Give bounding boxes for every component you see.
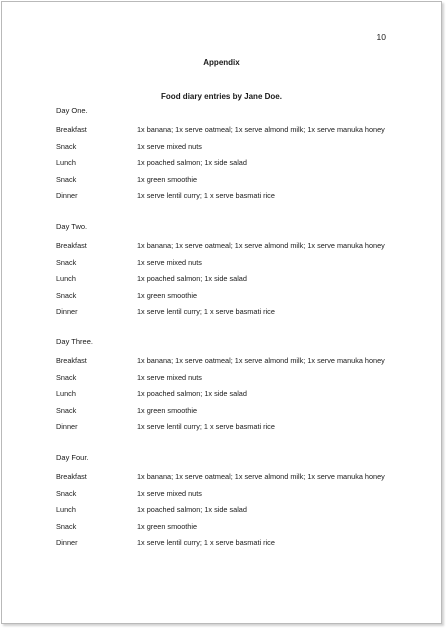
meal-type: Snack xyxy=(56,290,77,300)
food-items: 1x banana; 1x serve oatmeal; 1x serve almond milk; 1x serve manuka honey xyxy=(137,356,385,365)
diary-entry xyxy=(56,273,416,290)
meal-type: Snack xyxy=(56,372,77,382)
diary-entry xyxy=(56,240,416,257)
food-items: 1x poached salmon; 1x side salad xyxy=(137,274,247,284)
meal-type: Lunch xyxy=(56,389,76,399)
day-label: Day Three. xyxy=(56,337,93,346)
food-items: 1x serve lentil curry; 1 x serve basmati rice xyxy=(137,191,275,201)
meal-type: Lunch xyxy=(56,505,76,515)
food-items: 1x poached salmon; 1x side salad xyxy=(137,389,247,399)
diary-entry xyxy=(56,124,416,141)
food-items: 1x green smoothie xyxy=(137,521,198,531)
food-items: 1x serve mixed nuts xyxy=(137,372,202,382)
food-items: 1x green smoothie xyxy=(137,405,198,415)
meal-type: Dinner xyxy=(56,422,78,432)
meal-type: Snack xyxy=(56,257,77,267)
diary-entry xyxy=(56,421,416,438)
meal-type: Lunch xyxy=(56,274,76,284)
food-items: 1x green smoothie xyxy=(137,290,198,300)
day-block xyxy=(56,221,416,323)
day-block xyxy=(56,105,416,207)
meal-type: Snack xyxy=(56,405,77,415)
diary-entry xyxy=(56,372,416,389)
diary-entry xyxy=(56,537,416,554)
diary-entry xyxy=(56,504,416,521)
day-block xyxy=(56,336,416,438)
day-label: Day Four. xyxy=(56,453,89,462)
day-label: Day Two. xyxy=(56,222,88,231)
diary-entry xyxy=(56,488,416,505)
meal-type: Dinner xyxy=(56,538,78,548)
food-items: 1x serve mixed nuts xyxy=(137,488,202,498)
meal-type: Breakfast xyxy=(56,472,87,481)
meal-type: Lunch xyxy=(56,158,76,168)
meal-type: Snack xyxy=(56,141,77,151)
meal-type: Breakfast xyxy=(56,241,87,250)
food-items: 1x banana; 1x serve oatmeal; 1x serve almond milk; 1x serve manuka honey xyxy=(137,241,385,250)
appendix-heading: Appendix xyxy=(203,58,240,67)
diary-entry xyxy=(56,174,416,191)
food-items: 1x serve mixed nuts xyxy=(137,141,202,151)
document-page xyxy=(1,1,442,624)
food-items: 1x serve mixed nuts xyxy=(137,257,202,267)
meal-type: Snack xyxy=(56,521,77,531)
diary-entry xyxy=(56,521,416,538)
diary-entry xyxy=(56,405,416,422)
food-items: 1x poached salmon; 1x side salad xyxy=(137,158,247,168)
day-label: Day One. xyxy=(56,106,88,115)
diary-entry xyxy=(56,141,416,158)
meal-type: Breakfast xyxy=(56,125,87,134)
meal-type: Breakfast xyxy=(56,356,87,365)
meal-type: Snack xyxy=(56,174,77,184)
meal-type: Snack xyxy=(56,488,77,498)
diary-entry xyxy=(56,190,416,207)
day-block xyxy=(56,452,416,554)
diary-entry xyxy=(56,306,416,323)
food-items: 1x banana; 1x serve oatmeal; 1x serve almond milk; 1x serve manuka honey xyxy=(137,125,385,134)
page-number: 10 xyxy=(376,32,386,42)
diary-entry xyxy=(56,355,416,372)
food-items: 1x green smoothie xyxy=(137,174,198,184)
food-items: 1x serve lentil curry; 1 x serve basmati rice xyxy=(137,307,275,317)
diary-entry xyxy=(56,471,416,488)
meal-type: Dinner xyxy=(56,307,78,317)
food-items: 1x serve lentil curry; 1 x serve basmati rice xyxy=(137,538,275,548)
diary-entry xyxy=(56,388,416,405)
food-diary-title: Food diary entries by Jane Doe. xyxy=(161,92,282,101)
food-items: 1x poached salmon; 1x side salad xyxy=(137,505,247,515)
diary-entry xyxy=(56,257,416,274)
diary-entry xyxy=(56,157,416,174)
diary-entry xyxy=(56,290,416,307)
meal-type: Dinner xyxy=(56,191,78,201)
food-items: 1x banana; 1x serve oatmeal; 1x serve almond milk; 1x serve manuka honey xyxy=(137,472,385,481)
food-items: 1x serve lentil curry; 1 x serve basmati rice xyxy=(137,422,275,432)
